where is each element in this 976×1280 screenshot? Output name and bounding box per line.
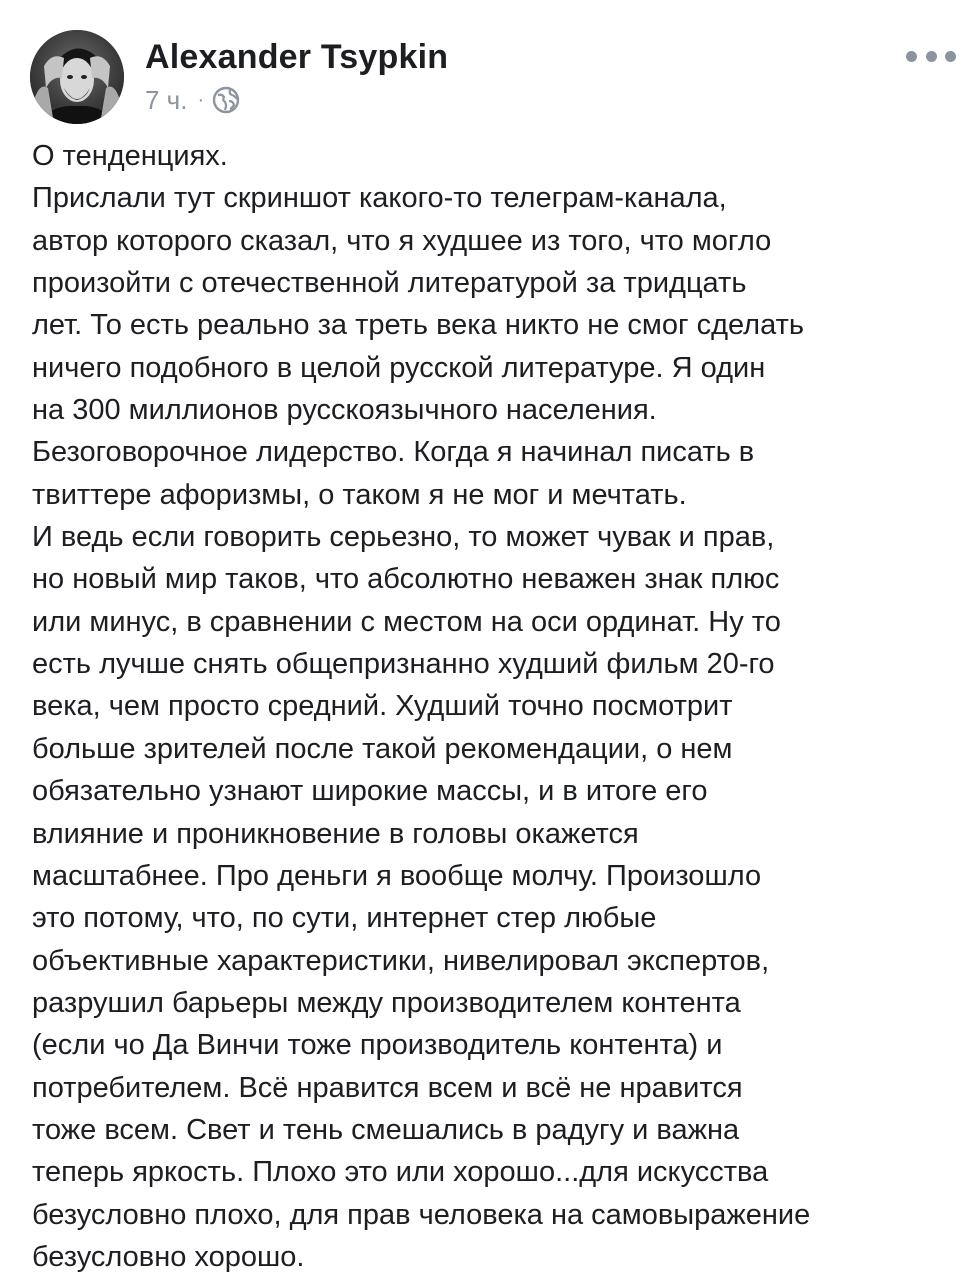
- ellipsis-icon[interactable]: [906, 44, 956, 68]
- ellipsis-dot: [945, 51, 956, 62]
- post-text-line: на 300 миллионов русскоязычного населения.: [32, 394, 657, 427]
- post-text-line: Безоговорочное лидерство. Когда я начинал писать в: [32, 436, 755, 469]
- post-timestamp[interactable]: 7 ч.: [145, 84, 188, 115]
- post-text-line: потребителем. Всё нравится всем и всё не нравится: [32, 1071, 743, 1104]
- post-text-line: это потому, что, по сути, интернет стер любые: [32, 902, 657, 935]
- post-text-line: теперь яркость. Плохо это или хорошо...для искусства: [32, 1156, 769, 1189]
- post-text-line: И ведь если говорить серьезно, то может чувак и прав,: [32, 521, 775, 554]
- globe-icon[interactable]: [212, 86, 240, 114]
- post-text-line: разрушил барьеры между производителем контента: [32, 986, 741, 1019]
- post-text-line: или минус, в сравнении с местом на оси ординат. Ну то: [32, 605, 781, 638]
- post-text: [32, 135, 962, 1278]
- avatar-photo: [30, 30, 124, 124]
- post-text-line: твиттере афоризмы, о таком я не мог и мечтать.: [32, 478, 687, 511]
- post-text-line: объективные характеристики, нивелировал экспертов,: [32, 944, 770, 977]
- post-text-line: влияние и проникновение в головы окажется: [32, 817, 639, 850]
- meta-separator: ·: [197, 88, 205, 111]
- post-text-line: обязательно узнают широкие массы, и в итоге его: [32, 775, 708, 808]
- author-avatar[interactable]: [30, 30, 124, 124]
- post-text-line: автор которого сказал, что я худшее из того, что могло: [32, 224, 772, 257]
- post-text-line: лет. То есть реально за треть века никто не смог сделать: [32, 309, 804, 342]
- post-text-line: больше зрителей после такой рекомендации, о нем: [32, 732, 733, 765]
- post-header: [30, 30, 956, 130]
- post-text-line: безусловно плохо, для прав человека на самовыражение: [32, 1198, 811, 1231]
- author-name[interactable]: Alexander Tsypkin: [145, 38, 449, 76]
- post-text-line: масштабнее. Про деньги я вообще молчу. Произошло: [32, 859, 762, 892]
- post-meta: [145, 82, 240, 118]
- post-text-line: века, чем просто средний. Худший точно посмотрит: [32, 690, 733, 723]
- post-text-line: тоже всем. Свет и тень смешались в радугу и важна: [32, 1113, 740, 1146]
- ellipsis-dot: [926, 51, 937, 62]
- post-text-line: ничего подобного в целой русской литературе. Я один: [32, 351, 766, 384]
- post-text-line: произойти с отечественной литературой за тридцать: [32, 267, 747, 300]
- post-text-line: Прислали тут скриншот какого-то телеграм-канала,: [32, 182, 727, 215]
- post-text-line: безусловно хорошо.: [32, 1240, 305, 1273]
- post-text-line: но новый мир таков, что абсолютно неважен знак плюс: [32, 563, 780, 596]
- post-text-line: (если чо Да Винчи тоже производитель контента) и: [32, 1029, 723, 1062]
- post-text-line: О тенденциях.: [32, 140, 228, 172]
- post-text-line: есть лучше снять общепризнанно худший фильм 20-го: [32, 648, 775, 681]
- ellipsis-dot: [906, 51, 917, 62]
